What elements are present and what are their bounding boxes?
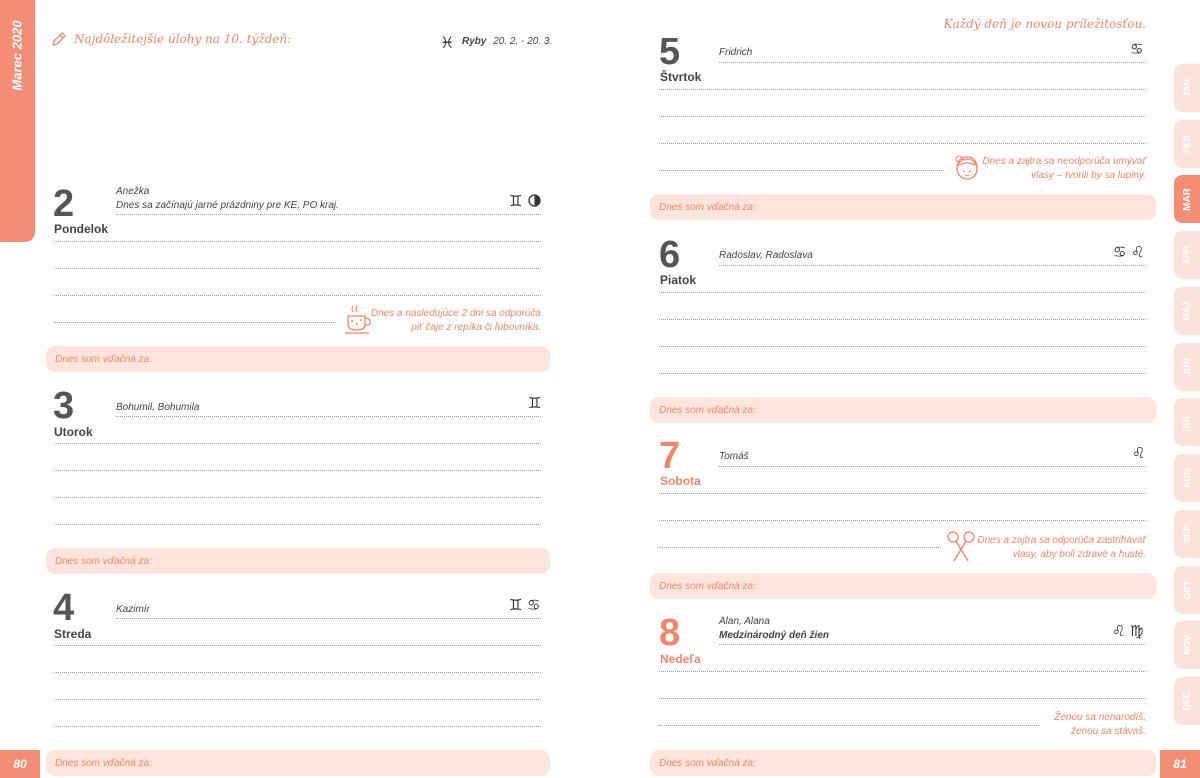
virgo-icon: ♍ bbox=[1130, 623, 1144, 640]
tab-label: DEC bbox=[1181, 691, 1192, 711]
writing-line[interactable] bbox=[659, 493, 1146, 494]
day-number: 4 bbox=[53, 587, 75, 629]
gemini-icon: ♊ bbox=[509, 193, 523, 210]
nameday: Radoslav, Radoslava bbox=[719, 250, 813, 261]
gratitude-label: Dnes som vďačná za: bbox=[659, 580, 756, 592]
cancer-icon: ♋ bbox=[1130, 41, 1144, 58]
writing-line[interactable] bbox=[659, 143, 1146, 144]
writing-line[interactable] bbox=[54, 726, 541, 727]
tab-feb[interactable] bbox=[1174, 120, 1200, 168]
tip-line: Dnes a zajtra sa neodporúča umývať bbox=[982, 156, 1146, 167]
nameday: Bohumil, Bohumila bbox=[116, 402, 200, 413]
leo-icon: ♌ bbox=[1112, 623, 1126, 640]
day-number: 6 bbox=[659, 234, 681, 276]
writing-line[interactable] bbox=[659, 319, 1146, 320]
cancer-icon: ♋ bbox=[527, 597, 541, 614]
writing-line[interactable] bbox=[719, 466, 1146, 467]
gratitude-label: Dnes som vďačná za: bbox=[659, 404, 756, 416]
writing-line[interactable] bbox=[54, 497, 541, 498]
day-name: Sobota bbox=[660, 474, 701, 488]
writing-line[interactable] bbox=[116, 416, 541, 417]
pisces-icon: ♓ bbox=[440, 35, 455, 52]
day-name: Štvrtok bbox=[660, 70, 702, 84]
tab-jan[interactable] bbox=[1174, 64, 1200, 112]
tip-line: ženou sa stávaš. bbox=[1070, 726, 1146, 737]
writing-line[interactable] bbox=[54, 443, 541, 444]
tab-label: OKT bbox=[1182, 580, 1192, 600]
writing-line[interactable] bbox=[719, 644, 1146, 645]
writing-line[interactable] bbox=[659, 725, 1039, 726]
writing-line[interactable] bbox=[54, 470, 541, 471]
day-number: 8 bbox=[659, 612, 681, 654]
writing-line[interactable] bbox=[719, 265, 1146, 266]
gratitude-label: Dnes som vďačná za: bbox=[659, 757, 756, 769]
gratitude-box[interactable] bbox=[650, 194, 1156, 220]
half-moon-icon bbox=[528, 194, 541, 207]
tab-label: FEB bbox=[1182, 135, 1192, 153]
tab-label: MÁJ bbox=[1181, 301, 1192, 321]
tab-jul[interactable] bbox=[1174, 398, 1200, 446]
writing-line[interactable] bbox=[659, 170, 944, 171]
writing-line[interactable] bbox=[659, 89, 1146, 90]
gratitude-label: Dnes som vďačná za: bbox=[55, 555, 152, 567]
gratitude-box[interactable] bbox=[46, 346, 550, 372]
gratitude-label: Dnes som vďačná za: bbox=[659, 201, 756, 213]
tab-aug[interactable] bbox=[1174, 454, 1200, 502]
tab-label: JÚL bbox=[1181, 413, 1192, 431]
writing-line[interactable] bbox=[116, 214, 541, 215]
gratitude-box[interactable] bbox=[650, 397, 1156, 423]
writing-line[interactable] bbox=[659, 520, 1146, 521]
nameday: Alan, Alana bbox=[719, 616, 770, 627]
gemini-icon: ♊ bbox=[509, 597, 523, 614]
tip-line: vlasy – tvorili by sa lupiny. bbox=[1031, 170, 1146, 181]
writing-line[interactable] bbox=[54, 699, 541, 700]
tab-okt[interactable] bbox=[1174, 566, 1200, 614]
writing-line[interactable] bbox=[54, 268, 541, 269]
day-number: 7 bbox=[659, 435, 681, 477]
day-name: Streda bbox=[54, 627, 92, 641]
day-number: 5 bbox=[659, 31, 681, 73]
pencil-icon bbox=[50, 30, 68, 48]
leo-icon: ♌ bbox=[1131, 244, 1145, 261]
writing-line[interactable] bbox=[659, 346, 1146, 347]
tip-line: Dnes a zajtra sa odporúča zastrihávať bbox=[977, 535, 1146, 546]
quote-text bbox=[1000, 711, 1146, 739]
writing-line[interactable] bbox=[719, 62, 1146, 63]
tab-label: MAR bbox=[1181, 187, 1193, 211]
tab-apr[interactable] bbox=[1174, 231, 1200, 279]
writing-line[interactable] bbox=[54, 645, 541, 646]
tab-label: APR bbox=[1181, 245, 1192, 265]
day-name: Pondelok bbox=[54, 222, 109, 236]
leo-icon: ♌ bbox=[1132, 445, 1146, 462]
day-name: Piatok bbox=[660, 273, 697, 287]
motto: Každý deň je novou príležitosťou. bbox=[943, 17, 1146, 31]
tip-line: piť čaje z repíka či ľubovníka. bbox=[411, 322, 541, 333]
writing-line[interactable] bbox=[54, 672, 541, 673]
holiday-note: Medzinárodný deň žien bbox=[719, 630, 830, 641]
month-spine bbox=[0, 0, 35, 242]
writing-line[interactable] bbox=[659, 373, 1146, 374]
nameday: Kazimír bbox=[116, 604, 150, 615]
gratitude-box[interactable] bbox=[46, 548, 550, 574]
writing-line[interactable] bbox=[54, 322, 336, 323]
tab-nov[interactable] bbox=[1174, 621, 1200, 669]
writing-line[interactable] bbox=[659, 671, 1146, 672]
tip-line: Ženou sa nenarodíš, bbox=[1054, 712, 1146, 723]
writing-line[interactable] bbox=[659, 698, 1146, 699]
gratitude-label: Dnes som vďačná za: bbox=[55, 757, 152, 769]
tab-label: JÚN bbox=[1181, 357, 1192, 377]
gratitude-box[interactable] bbox=[650, 750, 1156, 776]
day-number: 2 bbox=[53, 183, 75, 225]
spine-label: Marec 2020 bbox=[10, 19, 25, 91]
page-number-right: 81 bbox=[1160, 750, 1200, 778]
gratitude-box[interactable] bbox=[650, 573, 1156, 599]
day-number: 3 bbox=[53, 385, 75, 427]
day-note: Dnes sa začínajú jarné prázdniny pre KE, PO kraj. bbox=[116, 200, 339, 211]
tab-maj[interactable] bbox=[1174, 287, 1200, 335]
writing-line[interactable] bbox=[54, 524, 541, 525]
tab-sep[interactable] bbox=[1174, 510, 1200, 558]
gemini-icon: ♊ bbox=[528, 395, 542, 412]
writing-line[interactable] bbox=[659, 116, 1146, 117]
nameday: Fridrich bbox=[719, 47, 753, 58]
writing-line[interactable] bbox=[116, 618, 541, 619]
day-name: Utorok bbox=[54, 425, 93, 439]
zodiac-header bbox=[462, 36, 552, 47]
writing-line[interactable] bbox=[54, 241, 541, 242]
writing-line[interactable] bbox=[659, 292, 1146, 293]
tip-text bbox=[330, 307, 541, 335]
writing-line[interactable] bbox=[54, 295, 541, 296]
cancer-icon: ♋ bbox=[1113, 244, 1127, 261]
weekly-goals-heading: Najdôležitejšie úlohy na 10. týždeň: bbox=[74, 32, 292, 46]
day-name: Nedeľa bbox=[660, 652, 701, 666]
tab-dec[interactable] bbox=[1174, 677, 1200, 725]
tab-label: AUG bbox=[1182, 468, 1192, 488]
tab-mar[interactable] bbox=[1174, 175, 1200, 223]
gratitude-box[interactable] bbox=[46, 750, 550, 776]
zodiac-dates: 20. 2. - 20. 3. bbox=[493, 36, 553, 47]
tip-text bbox=[940, 534, 1146, 562]
tab-jun[interactable] bbox=[1174, 343, 1200, 391]
page-number-left: 80 bbox=[0, 750, 40, 778]
tab-label: NOV bbox=[1181, 635, 1192, 655]
tip-line: vlasy, aby boli zdravé a husté. bbox=[1012, 549, 1146, 560]
tab-label: SEP bbox=[1181, 524, 1192, 544]
nameday: Anežka bbox=[116, 186, 150, 197]
tab-label: JAN bbox=[1181, 78, 1192, 98]
tip-line: Dnes a nasledujúce 2 dni sa odporúča bbox=[370, 308, 541, 319]
nameday: Tomáš bbox=[719, 451, 749, 462]
writing-line[interactable] bbox=[659, 547, 941, 548]
tip-text bbox=[940, 155, 1146, 183]
zodiac-name: Ryby bbox=[462, 36, 487, 47]
gratitude-label: Dnes som vďačná za: bbox=[55, 353, 152, 365]
